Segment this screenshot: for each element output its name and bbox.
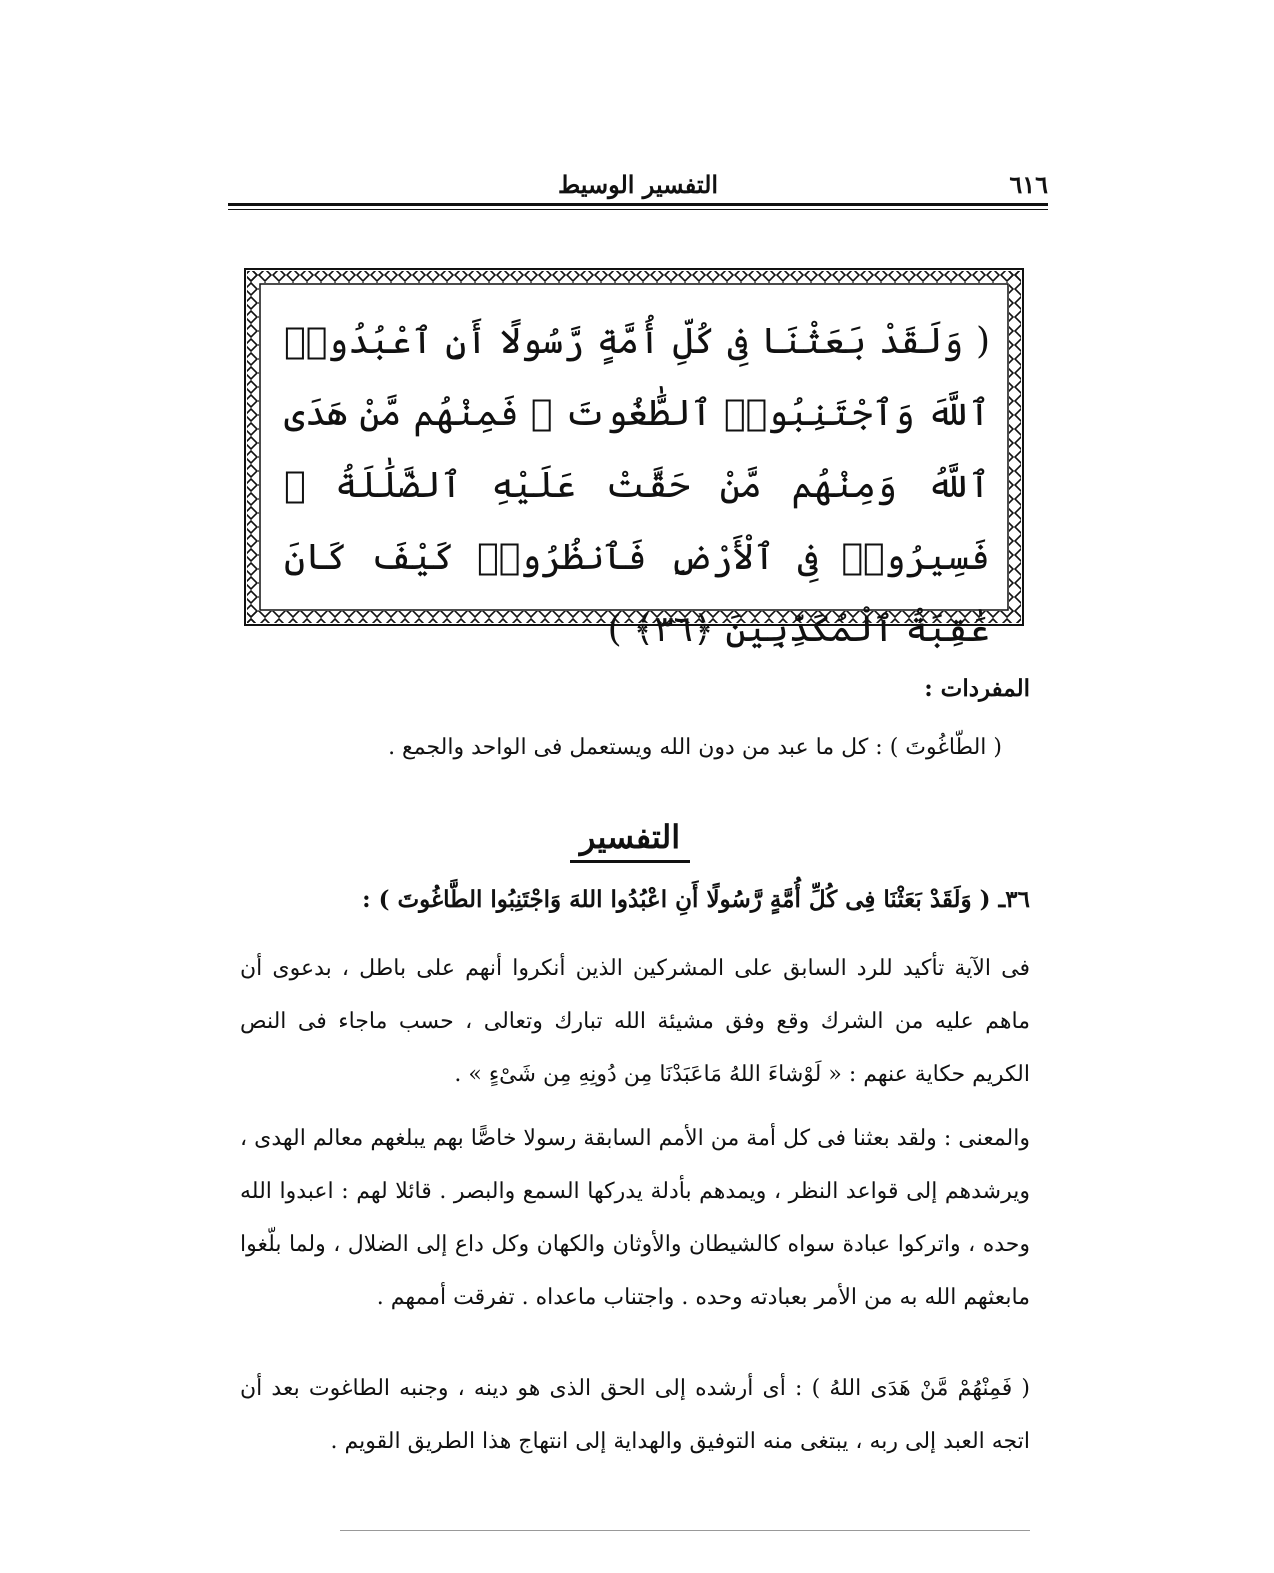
quran-verse: ( وَلَقَدْ بَعَثْنَا فِى كُلِّ أُمَّةٍ رَّسُولًا أَنِ ٱعْبُدُوا۟ ٱللَّهَ وَٱجْتَنِبُوا۟ ٱلطَّٰغُوتَ ۖ فَمِنْهُم مَّنْ هَدَى ٱللَّهُ وَمِنْهُم مَّنْ حَقَّتْ عَلَيْهِ ٱلضَّلَٰلَةُ ۚ فَسِيرُوا۟ فِى ٱلْأَرْضِ فَٱنظُرُوا۟ كَيْفَ كَانَ عَٰقِبَةُ ٱلْمُكَذِّبِينَ ﴿٣٦﴾ ) bbox=[284, 321, 990, 650]
verse-frame bbox=[244, 268, 1024, 650]
vocabulary-item: ( الطّاغُوتَ ) : كل ما عبد من دون الله ويستعمل فى الواحد والجمع . bbox=[388, 735, 1002, 760]
running-title: التفسير الوسيط bbox=[557, 170, 719, 199]
tafsir-heading bbox=[460, 812, 800, 862]
running-header bbox=[228, 170, 1048, 204]
paragraph: فى الآية تأكيد للرد السابق على المشركين الذين أنكروا أنهم على باطل ، بدعوى أن ماهم عليه من الشرك وقع وفق مشيئة الله تبارك وتعالى ، حسب ماجاء فى النص الكريم حكاية عنهم : « لَوْشاءَ اللهُ مَاعَبَدْنَا مِن دُونِهِ مِن شَىْءٍ » . bbox=[240, 956, 1030, 1087]
vocabulary-heading: المفردات : bbox=[924, 675, 1030, 702]
paragraph: ( فَمِنْهُمْ مَّنْ هَدَى اللهُ ) : أى أرشده إلى الحق الذى هو دينه ، وجنبه الطاغوت بعد أن اتجه العبد إلى ربه ، يبتغى منه التوفيق والهداية إلى انتهاج هذا الطريق القويم . bbox=[240, 1376, 1030, 1454]
paragraph: والمعنى : ولقد بعثنا فى كل أمة من الأمم السابقة رسولا خاصًّا بهم يبلغهم معالم الهدى ، ويرشدهم إلى قواعد النظر ، ويمدهم بأدلة يدركها السمع والبصر . قائلا لهم : اعبدوا الله وحده ، واتركوا عبادة سواه كالشيطان والأوثان والكهان وكل داع إلى الضلال ، ولما بلّغوا مابعثهم الله به من الأمر بعبادته وحده . واجتناب ماعداه . تفرقت أممهم . bbox=[240, 1126, 1030, 1310]
bottom-rule bbox=[340, 1530, 1030, 1531]
tafsir-heading-text: التفسير bbox=[570, 818, 690, 863]
verse-reference: ٣٦ـ ( وَلَقَدْ بَعَثْنَا فِى كُلِّ أُمَّةٍ رَّسُولًا أَنِ اعْبُدُوا اللهَ وَاجْتَنِبُوا الطَّاغُوتَ ) : bbox=[362, 886, 1030, 913]
header-rule bbox=[228, 203, 1048, 206]
page-number: ٦١٦ bbox=[1009, 170, 1048, 199]
header-rule-thin bbox=[228, 209, 1048, 210]
